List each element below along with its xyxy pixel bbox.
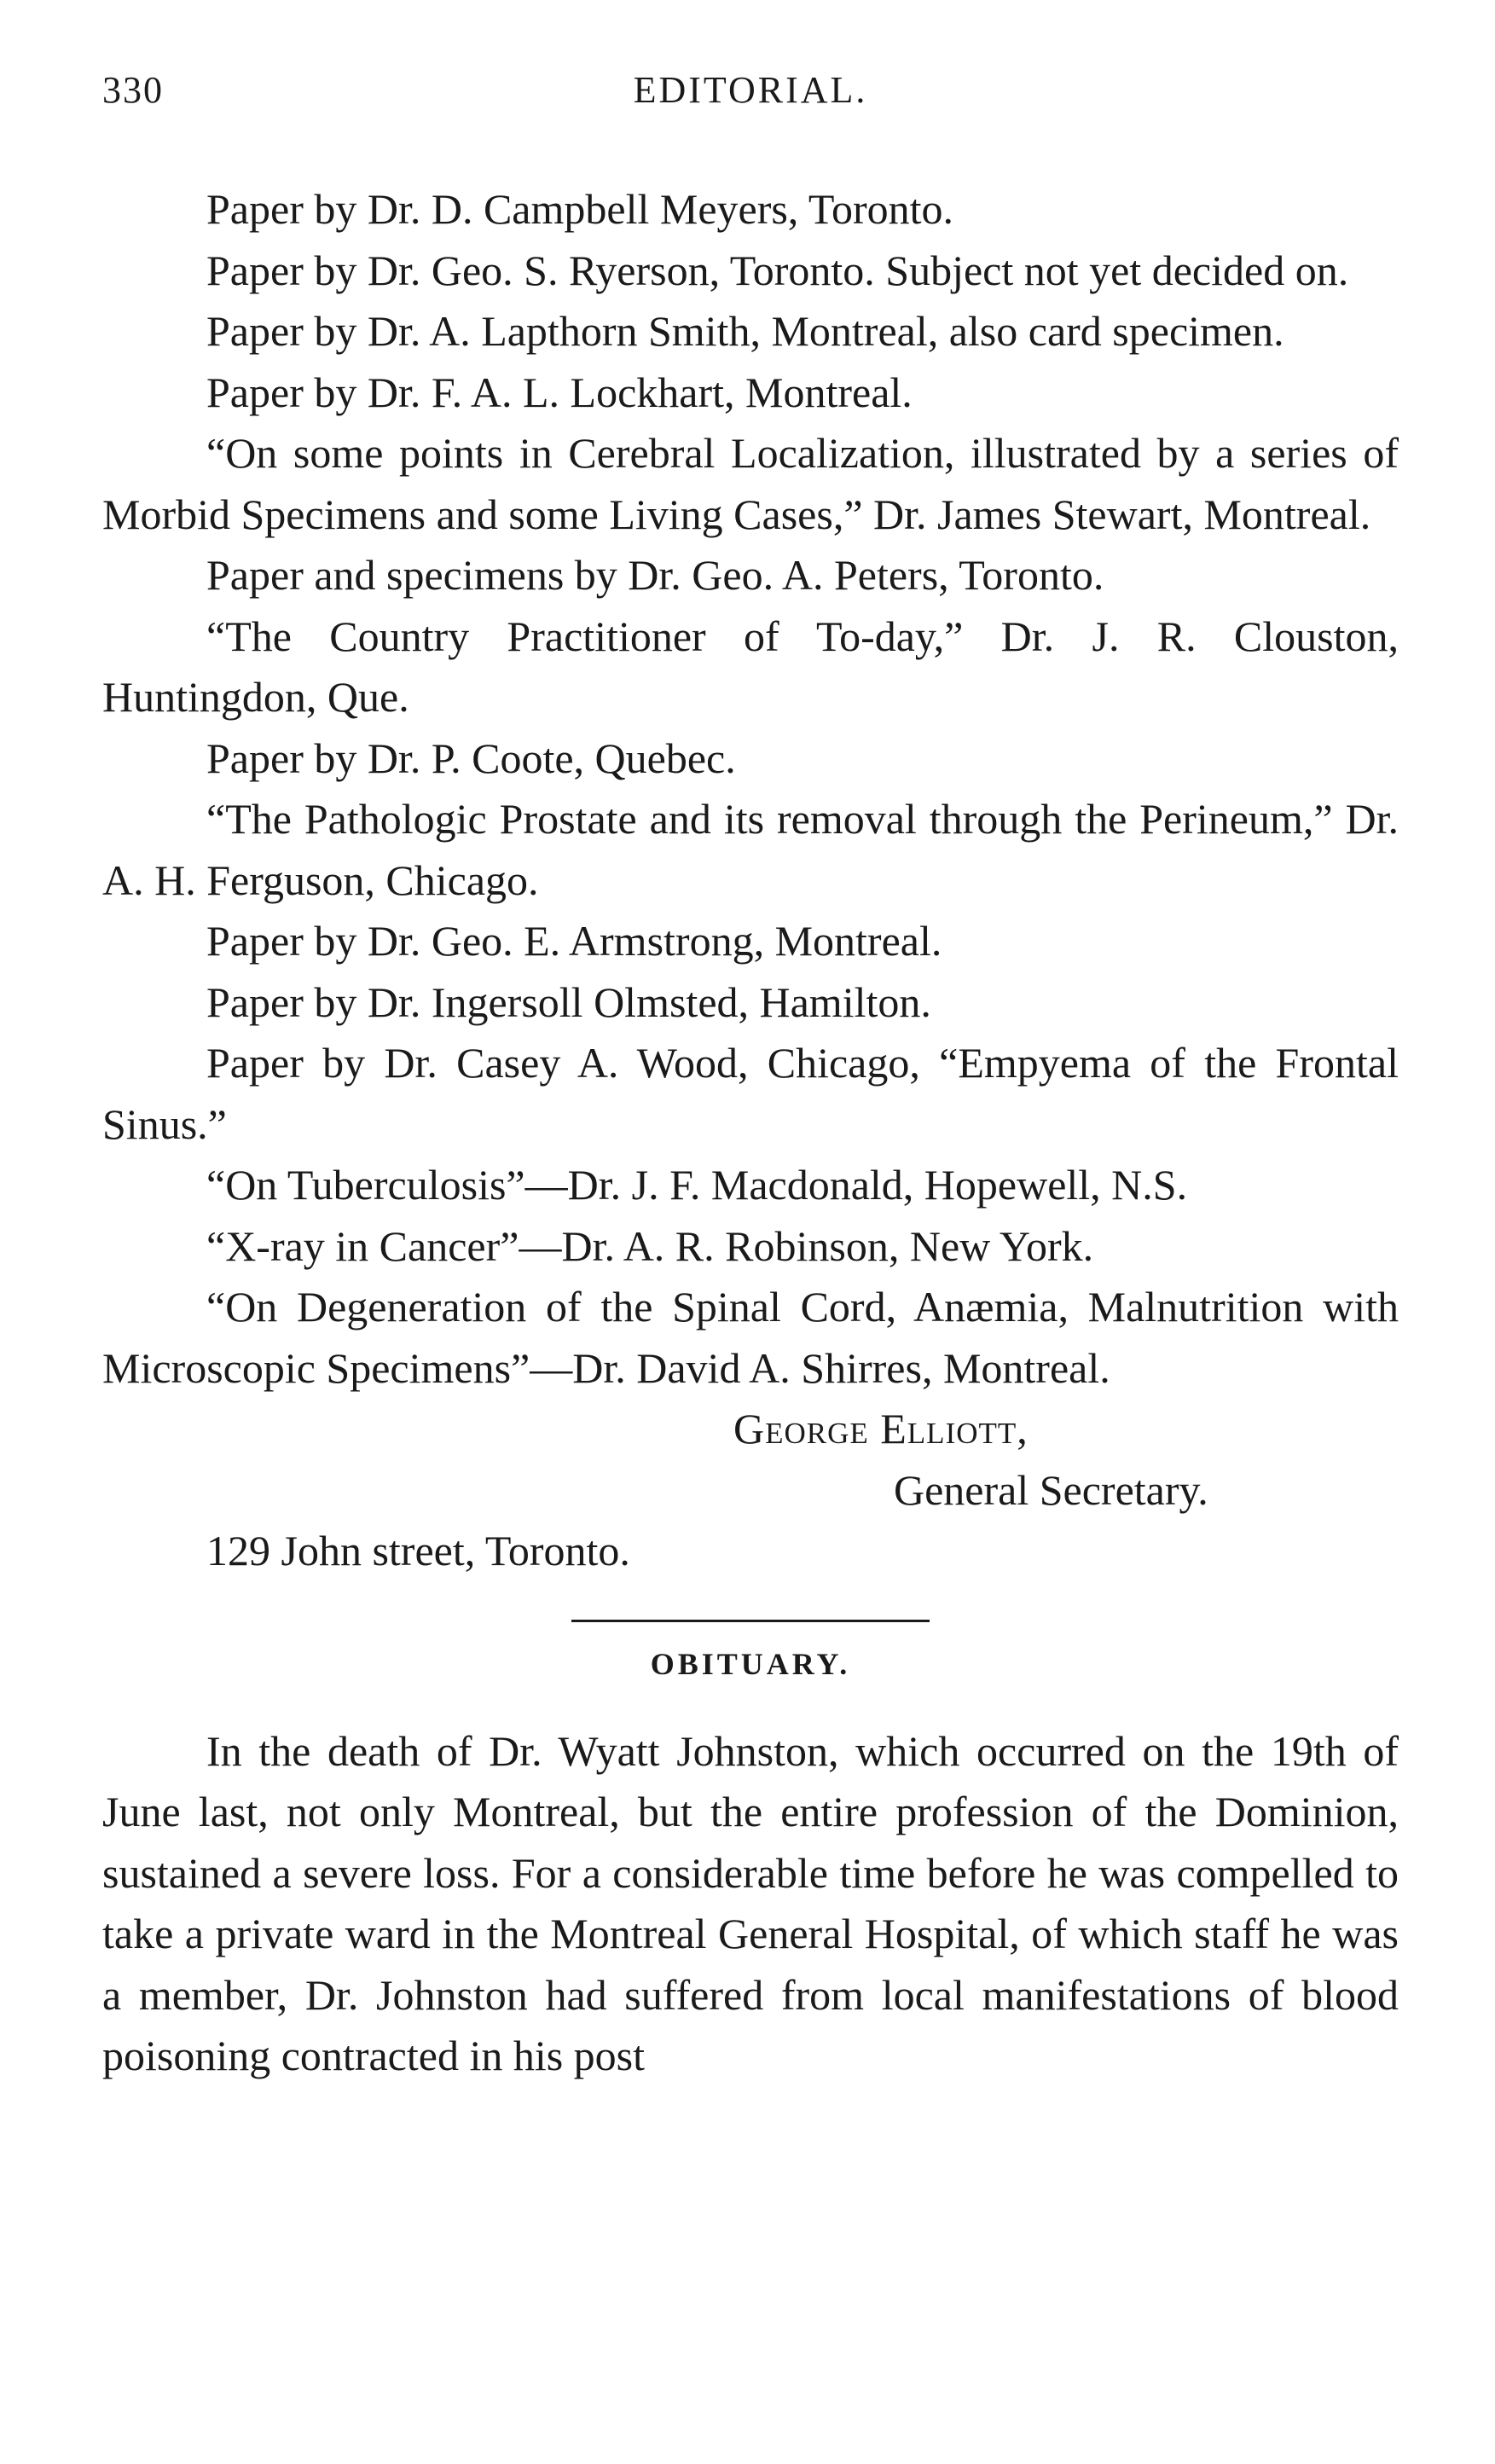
section-divider: [571, 1620, 930, 1622]
page: [102, 68, 1399, 2422]
running-title: EDITORIAL.: [633, 69, 868, 111]
program-entry: “The Country Practitioner of To-day,” Dr. J. R. Clouston, Huntingdon, Que.: [102, 612, 1399, 721]
page-number: 330: [102, 69, 164, 111]
obituary-heading: OBITUARY.: [650, 1646, 851, 1681]
signature-block: [102, 1399, 1399, 1582]
program-list: [102, 179, 1399, 1399]
program-entry: Paper by Dr. Casey A. Wood, Chicago, “Empyema of the Frontal Sinus.”: [102, 1039, 1399, 1148]
signature-name: George Elliott,: [733, 1405, 1029, 1452]
signature-address: 129 John street, Toronto.: [206, 1527, 630, 1574]
running-head: [102, 68, 1399, 128]
program-entry: Paper by Dr. Geo. S. Ryerson, Toronto. Subject not yet decided on.: [206, 246, 1349, 294]
program-entry: Paper by Dr. P. Coote, Quebec.: [206, 733, 736, 782]
program-entry: “On some points in Cerebral Localization, illustrated by a series of Morbid Specimens and some Living Cases,” Dr. James Stewart, Montreal.: [102, 429, 1399, 538]
signature-title: General Secretary.: [894, 1465, 1208, 1514]
program-entry: “The Pathologic Prostate and its removal through the Perineum,” Dr. A. H. Ferguson, Chicago.: [102, 795, 1399, 904]
program-entry: Paper by Dr. F. A. L. Lockhart, Montreal.: [206, 368, 913, 416]
obituary-body: [102, 1721, 1399, 2087]
program-entry: Paper by Dr. D. Campbell Meyers, Toronto.: [206, 185, 954, 233]
program-entry: Paper by Dr. Geo. E. Armstrong, Montreal.: [206, 917, 942, 965]
obituary-paragraph: In the death of Dr. Wyatt Johnston, which occurred on the 19th of June last, not only Montreal, but the entire profession of the Dominion, sustained a severe loss. For a considerable time before he was compelled to take a private ward in the Montreal General Hospital, of which staff he was a member, Dr. Johnston had suffered from local manifestations of blood poisoning contracted in his post: [102, 1726, 1399, 2079]
program-entry: “On Degeneration of the Spinal Cord, Anæmia, Malnutrition with Microscopic Specimens”—Dr. David A. Shirres, Montreal.: [102, 1283, 1399, 1392]
program-entry: “X-ray in Cancer”—Dr. A. R. Robinson, New York.: [206, 1221, 1094, 1270]
program-entry: Paper by Dr. Ingersoll Olmsted, Hamilton.: [206, 977, 931, 1026]
program-entry: Paper by Dr. A. Lapthorn Smith, Montreal, also card specimen.: [206, 307, 1284, 355]
program-entry: “On Tuberculosis”—Dr. J. F. Macdonald, Hopewell, N.S.: [206, 1161, 1188, 1209]
program-entry: Paper and specimens by Dr. Geo. A. Peters, Toronto.: [206, 551, 1104, 599]
